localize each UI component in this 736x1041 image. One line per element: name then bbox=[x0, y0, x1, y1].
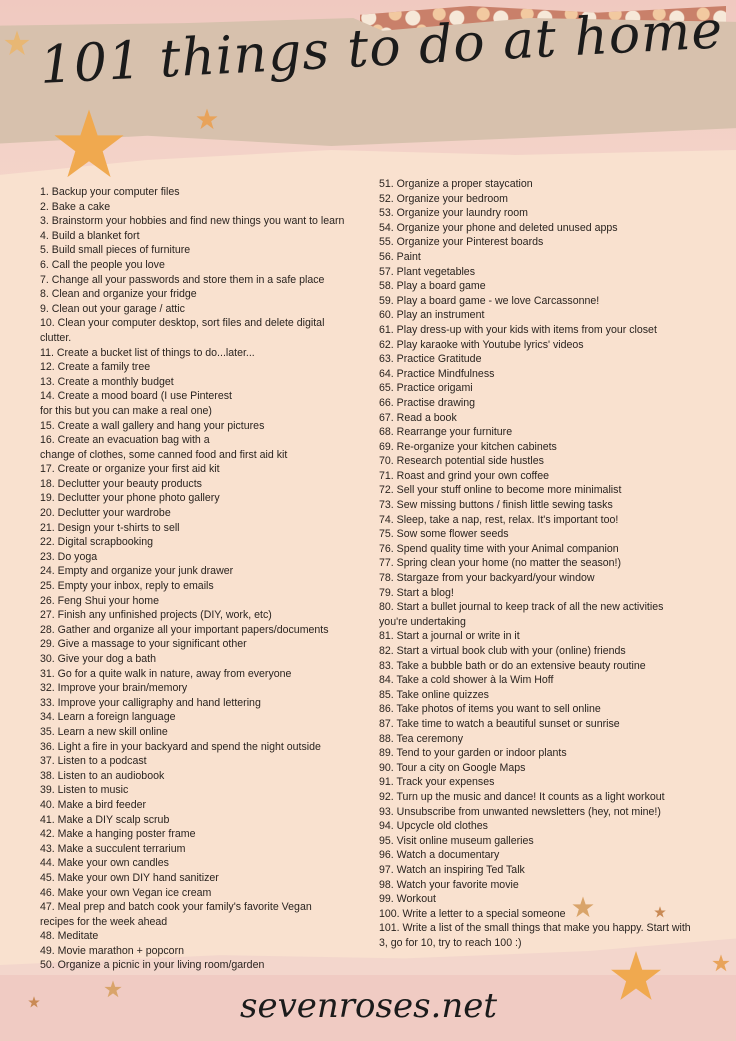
list-item-text: 14. Create a mood board (I use Pinterest bbox=[40, 390, 232, 403]
list-item-text: 87. Take time to watch a beautiful sunset or sunrise bbox=[379, 717, 620, 730]
list-item-text: 12. Create a family tree bbox=[40, 361, 151, 374]
list-item-text: 66. Practise drawing bbox=[379, 396, 475, 409]
list-item bbox=[379, 396, 709, 411]
list-item-text: 79. Start a blog! bbox=[379, 586, 454, 599]
list-item bbox=[379, 440, 709, 455]
list-item-text: 35. Learn a new skill online bbox=[40, 725, 168, 738]
list-item-text: 91. Track your expenses bbox=[379, 776, 495, 789]
list-item bbox=[40, 521, 370, 536]
list-item-text: 20. Declutter your wardrobe bbox=[40, 507, 171, 520]
list-item bbox=[379, 265, 709, 280]
list-item-text: 41. Make a DIY scalp scrub bbox=[40, 813, 170, 826]
list-item-text: 27. Finish any unfinished projects (DIY, work, etc) bbox=[40, 609, 272, 622]
list-item bbox=[379, 761, 709, 776]
list-item bbox=[379, 586, 709, 601]
list-item bbox=[40, 594, 370, 609]
list-item-text: 54. Organize your phone and deleted unused apps bbox=[379, 221, 618, 234]
list-item bbox=[379, 294, 709, 309]
list-item bbox=[40, 754, 370, 769]
list-item-text: 11. Create a bucket list of things to do...later... bbox=[40, 346, 255, 359]
star-icon bbox=[28, 996, 40, 1008]
list-item bbox=[40, 316, 370, 345]
list-item bbox=[379, 323, 709, 338]
list-item-text: 28. Gather and organize all your important papers/documents bbox=[40, 623, 329, 636]
list-item-text: 71. Roast and grind your own coffee bbox=[379, 469, 550, 482]
list-item-text: 81. Start a journal or write in it bbox=[379, 630, 520, 643]
list-item-text: 93. Unsubscribe from unwanted newsletters (hey, not mine!) bbox=[379, 805, 661, 818]
list-item bbox=[40, 506, 370, 521]
list-item-text: 62. Play karaoke with Youtube lyrics' videos bbox=[379, 338, 584, 351]
list-item bbox=[40, 740, 370, 755]
list-item bbox=[379, 454, 709, 469]
list-item-text: 37. Listen to a podcast bbox=[40, 755, 147, 768]
list-item bbox=[379, 556, 709, 571]
list-item bbox=[40, 769, 370, 784]
list-item bbox=[40, 813, 370, 828]
list-item-text: 32. Improve your brain/memory bbox=[40, 682, 188, 695]
star-icon bbox=[4, 30, 30, 56]
list-item bbox=[379, 644, 709, 659]
list-item-text: 67. Read a book bbox=[379, 411, 457, 424]
list-item bbox=[40, 258, 370, 273]
list-item bbox=[379, 878, 709, 893]
list-item bbox=[379, 659, 709, 674]
list-item bbox=[40, 871, 370, 886]
list-item-text: 10. Clean your computer desktop, sort files and delete digital bbox=[40, 317, 325, 330]
list-item bbox=[40, 491, 370, 506]
list-item-text: 4. Build a blanket fort bbox=[40, 229, 140, 242]
list-item-text: recipes for the week ahead bbox=[40, 915, 168, 928]
page-title: 101 things to do at home bbox=[38, 0, 725, 96]
list-item bbox=[40, 900, 370, 929]
list-item bbox=[379, 192, 709, 207]
list-item bbox=[379, 732, 709, 747]
list-item bbox=[379, 177, 709, 192]
list-item bbox=[379, 352, 709, 367]
list-item-text: 21. Design your t-shirts to sell bbox=[40, 521, 180, 534]
list-item-text: 57. Plant vegetables bbox=[379, 265, 476, 278]
list-item-text: 1. Backup your computer files bbox=[40, 186, 180, 198]
list-item bbox=[40, 667, 370, 682]
list-item-text: 95. Visit online museum galleries bbox=[379, 834, 534, 847]
list-item-text: 40. Make a bird feeder bbox=[40, 798, 146, 811]
list-item bbox=[40, 886, 370, 901]
list-item bbox=[379, 498, 709, 513]
list-item-text: 48. Meditate bbox=[40, 930, 99, 943]
list-item bbox=[40, 229, 370, 244]
list-item-text: 47. Meal prep and batch cook your family's favorite Vegan bbox=[40, 901, 312, 914]
list-item-text: 33. Improve your calligraphy and hand lettering bbox=[40, 696, 261, 709]
list-item-text: 31. Go for a quite walk in nature, away from everyone bbox=[40, 667, 292, 680]
list-item-text: 78. Stargaze from your backyard/your window bbox=[379, 572, 595, 585]
list-item bbox=[40, 302, 370, 317]
list-column-right bbox=[379, 177, 709, 950]
list-item-text: 16. Create an evacuation bag with a bbox=[40, 434, 210, 447]
list-item bbox=[379, 279, 709, 294]
list-item bbox=[40, 623, 370, 638]
list-item bbox=[40, 681, 370, 696]
list-item bbox=[379, 834, 709, 849]
list-item-text: 64. Practice Mindfulness bbox=[379, 367, 495, 380]
list-item bbox=[40, 535, 370, 550]
list-item-text: 3. Brainstorm your hobbies and find new things you want to learn bbox=[40, 215, 345, 228]
list-item bbox=[40, 550, 370, 565]
list-item bbox=[379, 629, 709, 644]
list-item-text: 77. Spring clean your home (no matter the season!) bbox=[379, 557, 622, 570]
list-item bbox=[40, 827, 370, 842]
list-item bbox=[40, 783, 370, 798]
list-item bbox=[379, 250, 709, 265]
list-item-text: for this but you can make a real one) bbox=[40, 404, 212, 417]
list-item bbox=[379, 848, 709, 863]
list-item-text: 51. Organize a proper staycation bbox=[379, 178, 533, 190]
list-item-text: 29. Give a massage to your significant other bbox=[40, 638, 247, 651]
list-item-text: 99. Workout bbox=[379, 893, 436, 906]
list-item bbox=[40, 798, 370, 813]
list-item-text: 38. Listen to an audiobook bbox=[40, 769, 165, 782]
list-item bbox=[379, 673, 709, 688]
list-item bbox=[40, 564, 370, 579]
list-item-text: 68. Rearrange your furniture bbox=[379, 426, 513, 439]
star-icon bbox=[712, 954, 730, 972]
list-item-text: 94. Upcycle old clothes bbox=[379, 820, 488, 833]
star-icon bbox=[610, 950, 662, 1002]
list-item bbox=[40, 944, 370, 959]
list-item-text: 84. Take a cold shower à la Wim Hoff bbox=[379, 674, 554, 687]
list-item-text: 36. Light a fire in your backyard and spend the night outside bbox=[40, 740, 321, 753]
list-item bbox=[40, 462, 370, 477]
list-item bbox=[40, 608, 370, 623]
list-item bbox=[40, 287, 370, 302]
list-item-text: 88. Tea ceremony bbox=[379, 732, 464, 745]
list-item bbox=[40, 696, 370, 711]
list-item bbox=[379, 571, 709, 586]
list-item-text: 3, go for 10, try to reach 100 :) bbox=[379, 936, 522, 949]
list-item bbox=[379, 863, 709, 878]
list-item-text: 61. Play dress-up with your kids with items from your closet bbox=[379, 323, 657, 336]
list-item bbox=[40, 360, 370, 375]
list-column-left bbox=[40, 185, 370, 973]
list-item-text: 26. Feng Shui your home bbox=[40, 594, 159, 607]
list-item-text: 75. Sow some flower seeds bbox=[379, 528, 509, 541]
list-item bbox=[40, 273, 370, 288]
list-item-text: 63. Practice Gratitude bbox=[379, 353, 482, 366]
star-icon bbox=[52, 108, 126, 180]
list-item bbox=[40, 346, 370, 361]
list-item-text: 55. Organize your Pinterest boards bbox=[379, 236, 544, 249]
list-item-text: 46. Make your own Vegan ice cream bbox=[40, 886, 212, 899]
list-item-text: 45. Make your own DIY hand sanitizer bbox=[40, 871, 219, 884]
list-item-text: 44. Make your own candles bbox=[40, 857, 169, 870]
list-item bbox=[40, 477, 370, 492]
list-item-text: 17. Create or organize your first aid kit bbox=[40, 463, 220, 476]
list-item bbox=[40, 200, 370, 215]
list-item bbox=[40, 842, 370, 857]
list-item-text: 96. Watch a documentary bbox=[379, 849, 500, 862]
list-item-text: 34. Learn a foreign language bbox=[40, 711, 176, 724]
list-item-text: 92. Turn up the music and dance! It counts as a light workout bbox=[379, 790, 665, 803]
list-item-text: 82. Start a virtual book club with your (online) friends bbox=[379, 645, 626, 657]
list-item bbox=[40, 929, 370, 944]
list-item-text: 13. Create a monthly budget bbox=[40, 375, 174, 388]
list-item bbox=[379, 425, 709, 440]
list-item bbox=[379, 527, 709, 542]
list-item bbox=[379, 483, 709, 498]
list-item-text: 76. Spend quality time with your Animal companion bbox=[379, 542, 619, 555]
list-item-text: 86. Take photos of items you want to sell online bbox=[379, 703, 601, 716]
list-item-text: 49. Movie marathon + popcorn bbox=[40, 944, 184, 957]
list-item bbox=[40, 419, 370, 434]
list-item bbox=[40, 652, 370, 667]
list-item bbox=[379, 892, 709, 907]
list-item bbox=[379, 221, 709, 236]
list-item-text: 83. Take a bubble bath or do an extensive beauty routine bbox=[379, 659, 646, 672]
list-item-text: 98. Watch your favorite movie bbox=[379, 878, 519, 891]
list-item-text: 73. Sew missing buttons / finish little sewing tasks bbox=[379, 499, 613, 512]
list-item bbox=[40, 637, 370, 652]
list-item-text: 42. Make a hanging poster frame bbox=[40, 828, 196, 841]
list-item-text: 53. Organize your laundry room bbox=[379, 207, 528, 220]
list-item-text: 9. Clean out your garage / attic bbox=[40, 302, 185, 315]
list-item bbox=[40, 375, 370, 390]
list-item bbox=[40, 243, 370, 258]
star-icon bbox=[104, 980, 122, 998]
list-item bbox=[379, 907, 709, 922]
list-item bbox=[379, 542, 709, 557]
list-item-text: 2. Bake a cake bbox=[40, 200, 111, 213]
list-item bbox=[379, 411, 709, 426]
list-item bbox=[379, 921, 709, 950]
list-item bbox=[379, 513, 709, 528]
list-item bbox=[40, 710, 370, 725]
list-item bbox=[379, 469, 709, 484]
list-item-text: 39. Listen to music bbox=[40, 784, 129, 797]
list-item-text: 80. Start a bullet journal to keep track of all the new activities bbox=[379, 601, 664, 614]
list-item-text: 58. Play a board game bbox=[379, 280, 486, 293]
list-item-text: 101. Write a list of the small things that make you happy. Start with bbox=[379, 922, 691, 935]
list-item-text: 8. Clean and organize your fridge bbox=[40, 288, 197, 301]
list-item bbox=[379, 790, 709, 805]
list-item-text: 72. Sell your stuff online to become more minimalist bbox=[379, 484, 622, 497]
list-item bbox=[40, 433, 370, 462]
list-item-text: 7. Change all your passwords and store them in a safe place bbox=[40, 273, 325, 286]
list-item-text: 6. Call the people you love bbox=[40, 258, 165, 271]
list-item bbox=[379, 338, 709, 353]
list-item-text: 43. Make a succulent terrarium bbox=[40, 842, 186, 855]
list-item-text: 85. Take online quizzes bbox=[379, 688, 489, 701]
list-item bbox=[40, 185, 370, 200]
list-item-text: 23. Do yoga bbox=[40, 550, 98, 563]
list-item-text: 59. Play a board game - we love Carcassonne! bbox=[379, 294, 600, 307]
list-item bbox=[40, 725, 370, 740]
list-item bbox=[40, 214, 370, 229]
list-item bbox=[379, 746, 709, 761]
list-item bbox=[379, 367, 709, 382]
list-item-text: 100. Write a letter to a special someone bbox=[379, 907, 566, 920]
list-item bbox=[40, 958, 370, 973]
list-item-text: 52. Organize your bedroom bbox=[379, 192, 508, 205]
list-item-text: 97. Watch an inspiring Ted Talk bbox=[379, 863, 525, 876]
list-item-text: 74. Sleep, take a nap, rest, relax. It's important too! bbox=[379, 513, 619, 526]
list-item-text: you're undertaking bbox=[379, 615, 466, 628]
list-item-text: 5. Build small pieces of furniture bbox=[40, 244, 191, 257]
list-item-text: 70. Research potential side hustles bbox=[379, 455, 544, 468]
list-item bbox=[379, 702, 709, 717]
list-item bbox=[379, 206, 709, 221]
list-item-text: 25. Empty your inbox, reply to emails bbox=[40, 580, 214, 593]
list-item bbox=[379, 381, 709, 396]
list-item bbox=[40, 389, 370, 418]
list-item-text: 50. Organize a picnic in your living room/garden bbox=[40, 959, 265, 972]
list-item bbox=[379, 688, 709, 703]
list-item-text: 60. Play an instrument bbox=[379, 309, 485, 322]
list-item bbox=[379, 235, 709, 250]
list-item-text: 15. Create a wall gallery and hang your pictures bbox=[40, 419, 265, 432]
list-item-text: 69. Re-organize your kitchen cabinets bbox=[379, 440, 557, 453]
list-item bbox=[379, 600, 709, 629]
list-item-text: change of clothes, some canned food and first aid kit bbox=[40, 448, 288, 461]
footer-website: sevenroses.net bbox=[240, 986, 498, 1026]
list-item-text: 18. Declutter your beauty products bbox=[40, 477, 202, 490]
list-item bbox=[379, 805, 709, 820]
list-item-text: 24. Empty and organize your junk drawer bbox=[40, 565, 234, 578]
list-item-text: 65. Practice origami bbox=[379, 382, 473, 395]
list-item-text: 90. Tour a city on Google Maps bbox=[379, 761, 526, 774]
list-item bbox=[379, 717, 709, 732]
list-item bbox=[40, 579, 370, 594]
list-item-text: 89. Tend to your garden or indoor plants bbox=[379, 747, 567, 760]
list-item-text: 19. Declutter your phone photo gallery bbox=[40, 492, 220, 505]
list-item-text: clutter. bbox=[40, 331, 72, 344]
list-item-text: 56. Paint bbox=[379, 250, 421, 263]
list-item-text: 30. Give your dog a bath bbox=[40, 653, 157, 665]
list-item bbox=[379, 819, 709, 834]
list-item bbox=[379, 308, 709, 323]
list-item-text: 22. Digital scrapbooking bbox=[40, 536, 154, 549]
list-item bbox=[40, 856, 370, 871]
list-item bbox=[379, 775, 709, 790]
star-icon bbox=[196, 108, 218, 130]
